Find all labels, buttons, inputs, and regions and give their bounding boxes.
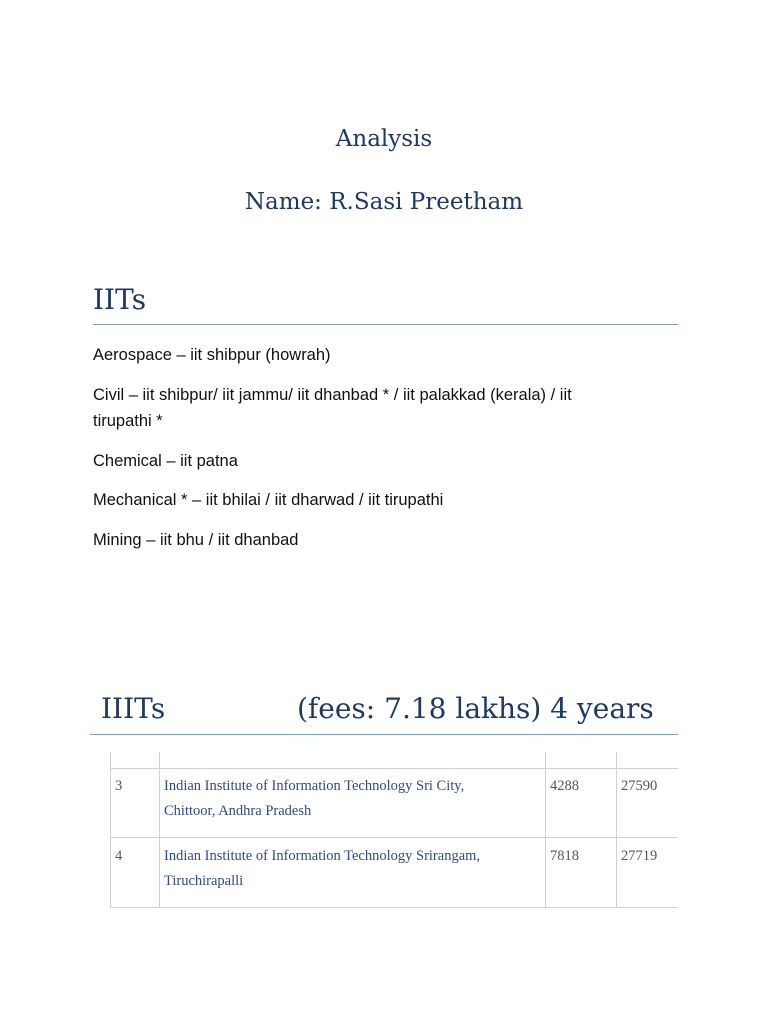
row-number: 4 [115,848,123,864]
iiits-fees: (fees: 7.18 lakhs) 4 years [297,692,654,725]
heading-rule [93,324,678,325]
table-border [545,752,546,908]
iit-line-civil: Civil – iit shibpur/ iit jammu/ iit dhanbad * / iit palakkad (kerala) / iit [93,386,572,404]
table-border [159,752,160,908]
table-border [110,752,111,908]
heading-rule [90,734,678,735]
opening-rank: 4288 [550,778,579,794]
iiits-heading: IIITs [101,692,166,725]
iit-line-chemical: Chemical – iit patna [93,452,238,470]
iit-line-mechanical: Mechanical * – iit bhilai / iit dharwad / iit tirupathi [93,491,444,509]
iit-line-mining: Mining – iit bhu / iit dhanbad [93,531,299,549]
institute-name: Indian Institute of Information Technology Sri City, [164,778,465,794]
table-border [616,752,617,908]
iiit-table [110,752,678,908]
table-border [110,768,678,769]
institute-name: Indian Institute of Information Technology Srirangam, [164,848,481,864]
opening-rank: 7818 [550,848,579,864]
iit-line-aerospace: Aerospace – iit shibpur (howrah) [93,346,331,364]
table-border [110,837,678,838]
institute-location: Chittoor, Andhra Pradesh [164,803,312,819]
closing-rank: 27719 [621,848,658,864]
table-border [110,907,678,908]
closing-rank: 27590 [621,778,658,794]
row-number: 3 [115,778,123,794]
iit-line-civil-cont: tirupathi * [93,412,163,430]
institute-location: Tiruchirapalli [164,873,244,889]
iits-heading: IITs [93,283,147,316]
author-name: Name: R.Sasi Preetham [244,189,524,215]
document-title: Analysis [335,126,433,152]
